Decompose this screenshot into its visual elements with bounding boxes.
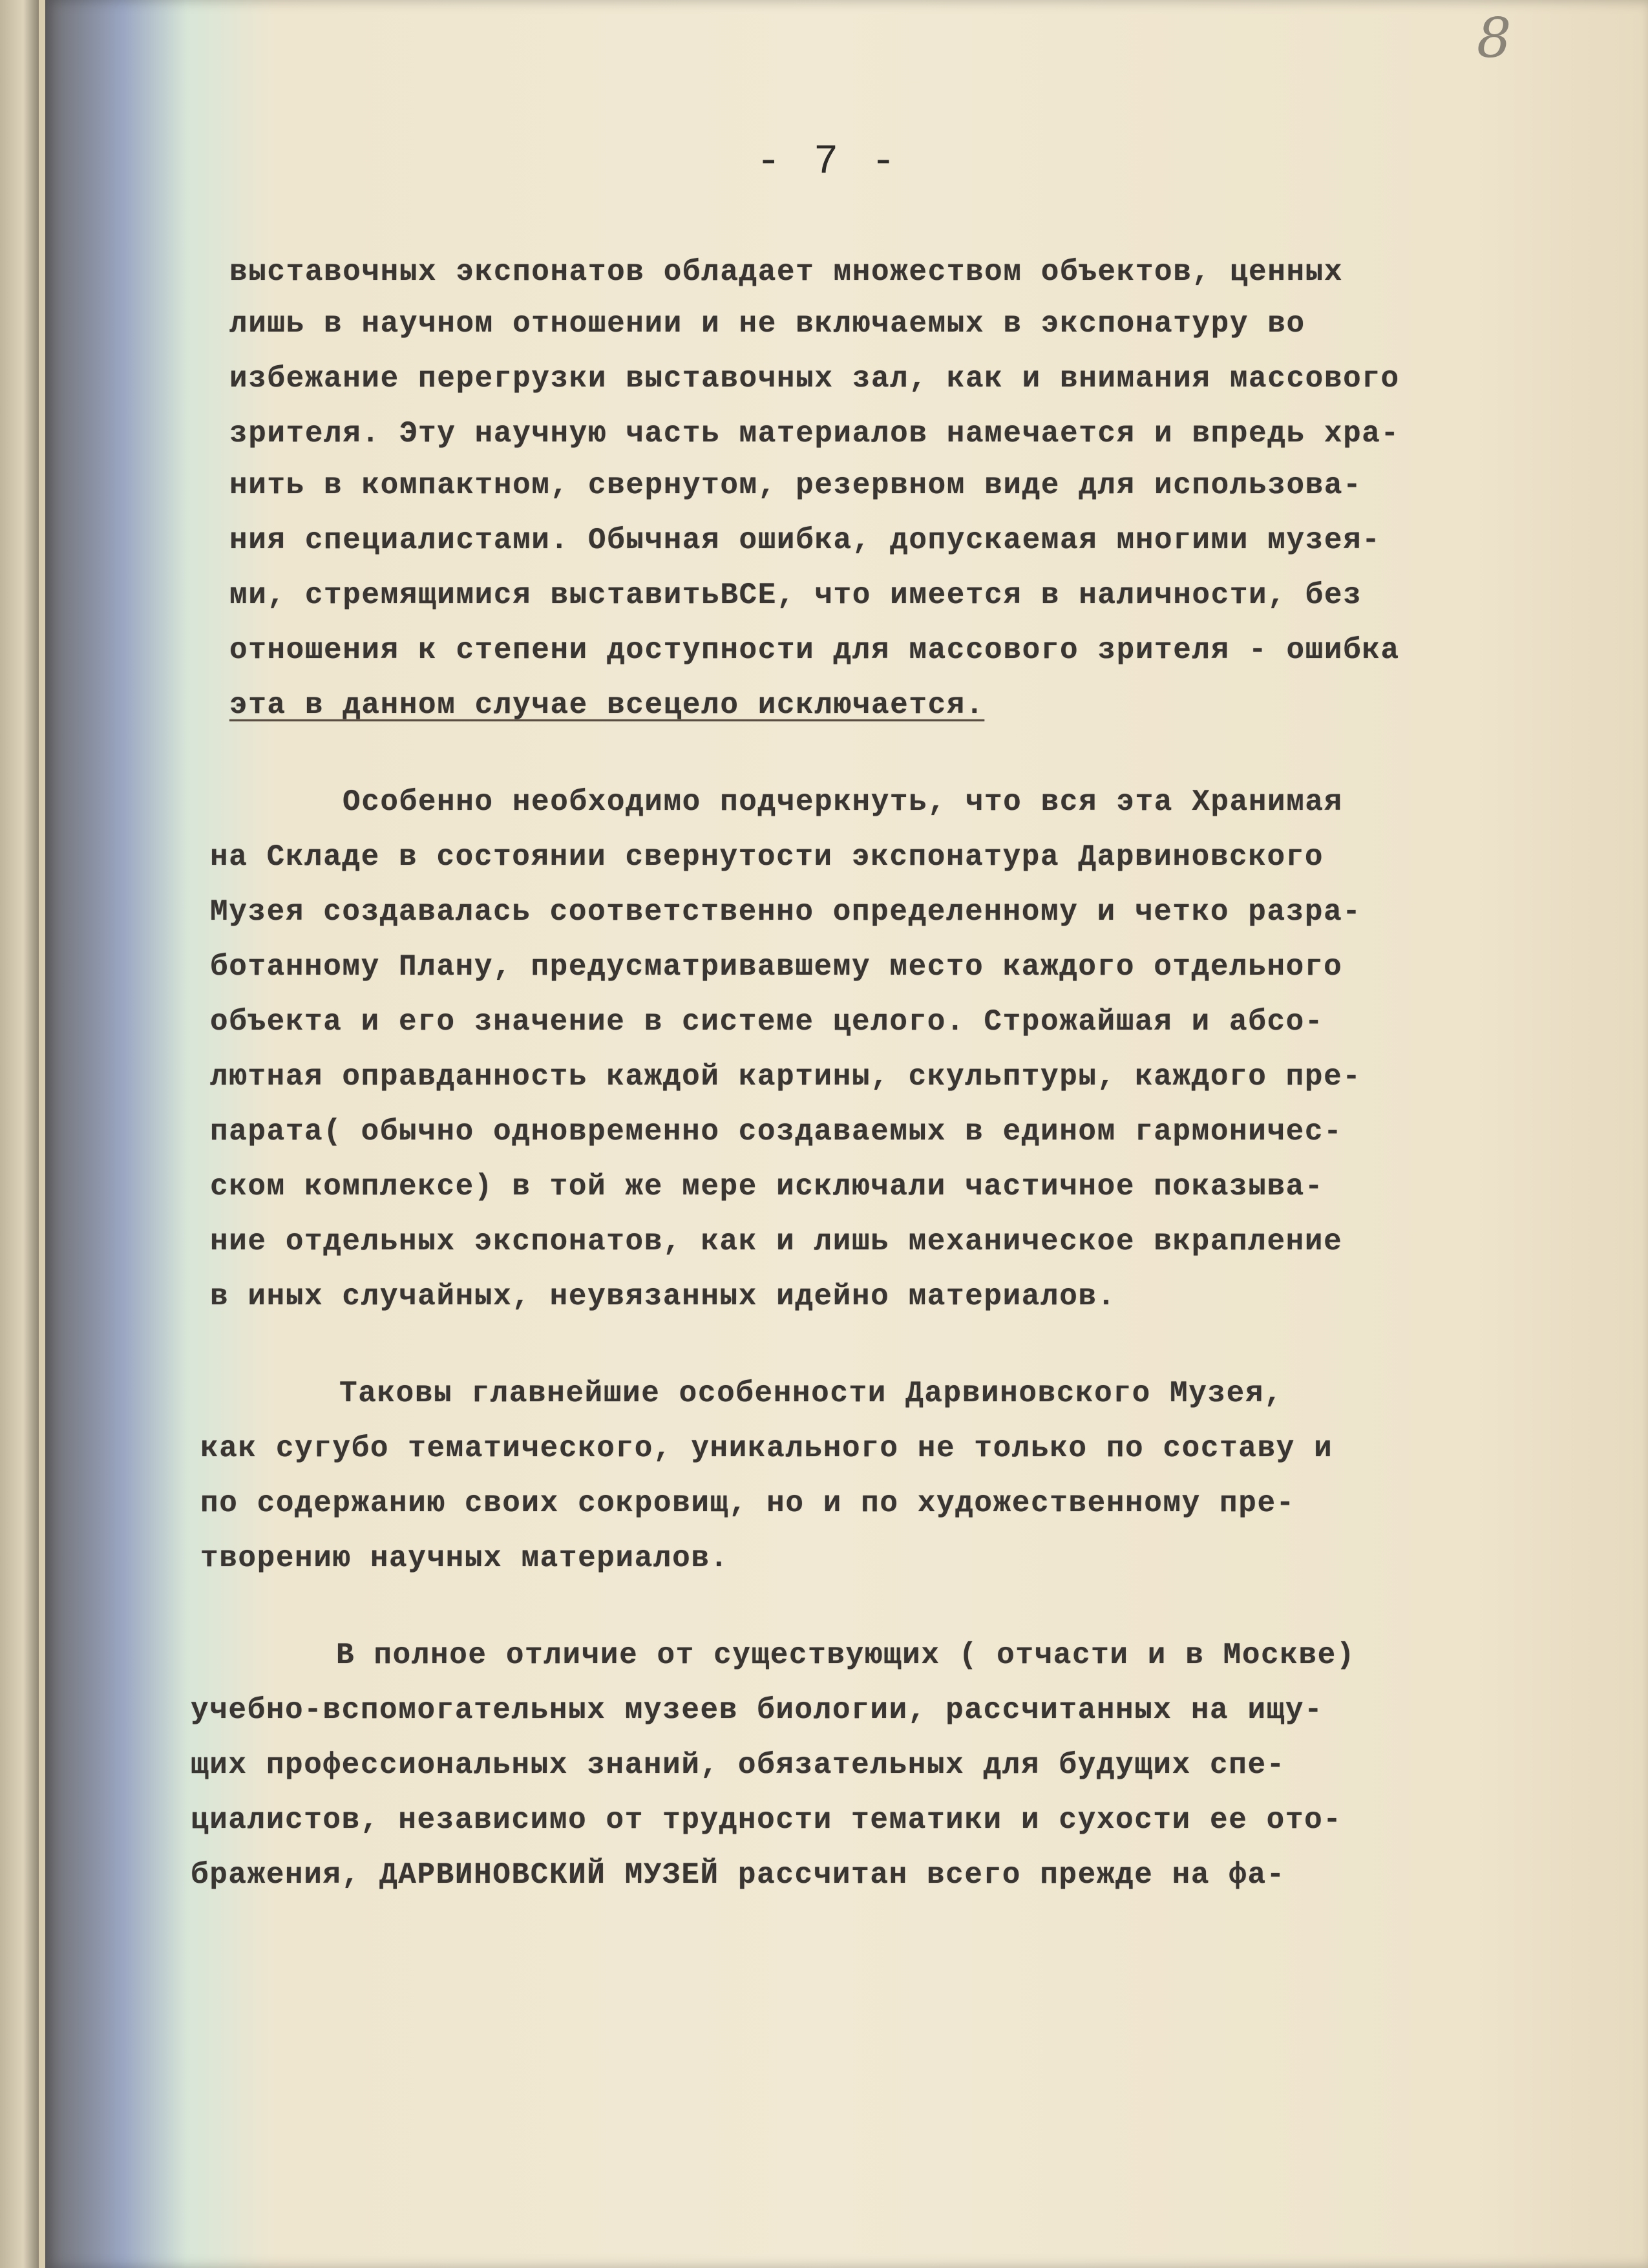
adjacent-page-edge: [0, 0, 39, 2268]
text-line: бражения, ДАРВИНОВСКИЙ МУЗЕЙ рассчитан всего прежде на фа-: [191, 1858, 1285, 1892]
text-line: учебно-вспомогательных музеев биологии, рассчитанных на ищу-: [191, 1693, 1324, 1727]
page-number: - 7 -: [756, 139, 900, 185]
text-line: выставочных экспонатов обладает множеством объектов, ценных: [229, 255, 1344, 289]
text-line: Особенно необходимо подчеркнуть, что вся эта Хранимая: [343, 785, 1343, 819]
text-line: ния специалистами. Обычная ошибка, допускаемая многими музея-: [229, 524, 1381, 557]
text-line: нить в компактном, свернутом, резервном виде для использова-: [229, 469, 1362, 502]
handwritten-sheet-number: 8: [1477, 6, 1512, 70]
text-line: ском комплексе) в той же мере исключали частичное показыва-: [210, 1170, 1324, 1203]
text-line: щих профессиональных знаний, обязательных для будущих спе-: [191, 1748, 1285, 1782]
text-line: творению научных материалов.: [200, 1542, 729, 1575]
text-line: избежание перегрузки выставочных зал, как и внимания массового: [229, 362, 1400, 396]
text-line: объекта и его значение в системе целого. Строжайшая и абсо-: [210, 1005, 1324, 1039]
text-line: Музея создавалась соответственно определенному и четко разра-: [210, 895, 1362, 929]
text-line: парата( обычно одновременно создаваемых в едином гармоничес-: [210, 1115, 1343, 1149]
text-line: в иных случайных, неувязанных идейно материалов.: [210, 1280, 1116, 1313]
text-line: лишь в научном отношении и не включаемых в экспонатуру во: [229, 307, 1305, 341]
text-line: ние отдельных экспонатов, как и лишь механическое вкрапление: [210, 1225, 1343, 1258]
text-line: отношения к степени доступности для массового зрителя - ошибка: [229, 633, 1400, 667]
text-line: циалистов, независимо от трудности тематики и сухости ее ото-: [191, 1803, 1342, 1837]
text-line: зрителя. Эту научную часть материалов намечается и впредь хра-: [229, 417, 1400, 450]
text-line: как сугубо тематического, уникального не только по составу и: [200, 1432, 1333, 1465]
text-line: по содержанию своих сокровищ, но и по художественному пре-: [200, 1487, 1295, 1520]
text-line: лютная оправданность каждой картины, скульптуры, каждого пре-: [210, 1060, 1362, 1094]
text-line: эта в данном случае всецело исключается.: [229, 688, 985, 722]
text-line: В полное отличие от существующих ( отчасти и в Москве): [336, 1638, 1356, 1672]
text-line: Таковы главнейшие особенности Дарвиновского Музея,: [339, 1377, 1284, 1410]
text-line: на Складе в состоянии свернутости экспонатура Дарвиновского: [210, 840, 1324, 874]
text-line: ботанному Плану, предусматривавшему место каждого отдельного: [210, 950, 1343, 984]
text-line: ми, стремящимися выставитьВСЕ, что имеется в наличности, без: [229, 578, 1362, 612]
